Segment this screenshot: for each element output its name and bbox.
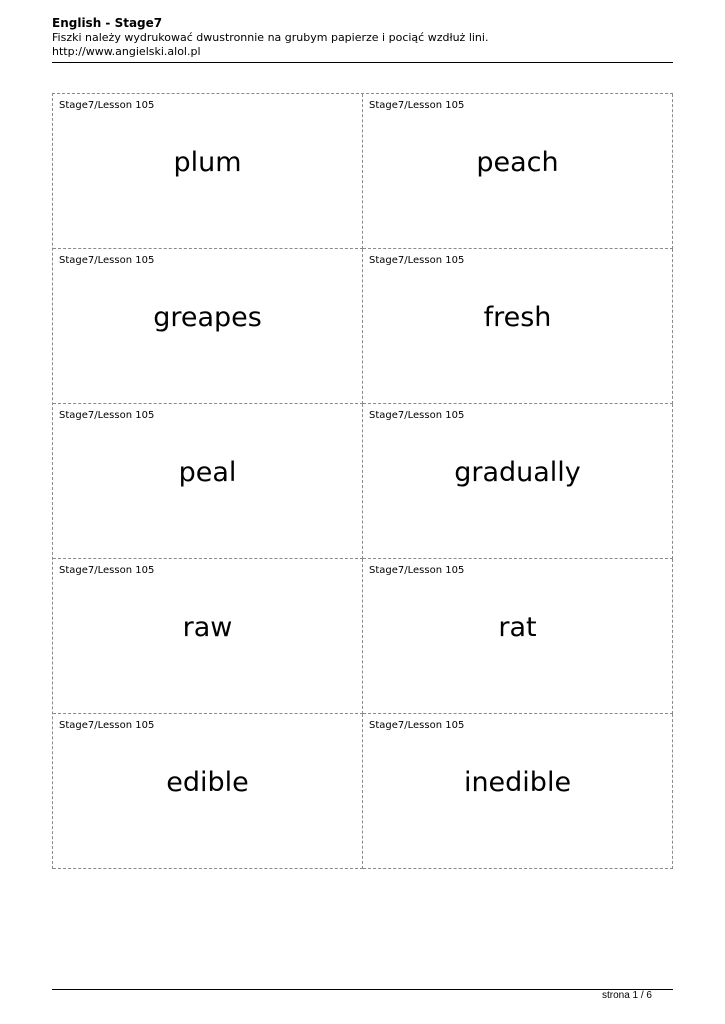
- flashcard: [363, 249, 673, 404]
- card-lesson-label: Stage7/Lesson 105: [59, 255, 155, 266]
- flashcard: [363, 714, 673, 869]
- page-header: [52, 16, 673, 59]
- card-word: gradually: [454, 457, 581, 488]
- card-word: rat: [498, 612, 537, 643]
- footer-divider: [52, 989, 673, 990]
- flashcard: [363, 559, 673, 714]
- flashcard-grid: [52, 93, 673, 869]
- flashcard: [363, 404, 673, 559]
- flashcard: [53, 249, 363, 404]
- flashcard: [363, 94, 673, 249]
- card-word: inedible: [463, 767, 572, 798]
- flashcard: [53, 714, 363, 869]
- card-word: edible: [166, 767, 249, 798]
- card-word: fresh: [483, 302, 552, 333]
- print-instructions: Fiszki należy wydrukować dwustronnie na grubym papierze i pociąć wzdłuż lini.: [52, 31, 489, 44]
- card-word: raw: [182, 612, 233, 643]
- card-word: plum: [173, 147, 242, 178]
- card-lesson-label: Stage7/Lesson 105: [369, 565, 465, 576]
- page-number: strona 1 / 6: [601, 990, 652, 1001]
- card-lesson-label: Stage7/Lesson 105: [59, 100, 155, 111]
- card-word: peal: [178, 457, 237, 488]
- card-lesson-label: Stage7/Lesson 105: [369, 720, 465, 731]
- flashcard: [53, 404, 363, 559]
- source-url: http://www.angielski.alol.pl: [52, 45, 201, 58]
- card-lesson-label: Stage7/Lesson 105: [59, 720, 155, 731]
- card-lesson-label: Stage7/Lesson 105: [369, 100, 465, 111]
- card-word: greapes: [153, 302, 262, 333]
- flashcard: [53, 94, 363, 249]
- card-lesson-label: Stage7/Lesson 105: [369, 410, 465, 421]
- card-lesson-label: Stage7/Lesson 105: [369, 255, 465, 266]
- card-lesson-label: Stage7/Lesson 105: [59, 565, 155, 576]
- header-divider: [52, 62, 673, 63]
- document-title: English - Stage7: [52, 16, 163, 30]
- flashcard: [53, 559, 363, 714]
- card-lesson-label: Stage7/Lesson 105: [59, 410, 155, 421]
- card-word: peach: [476, 147, 559, 178]
